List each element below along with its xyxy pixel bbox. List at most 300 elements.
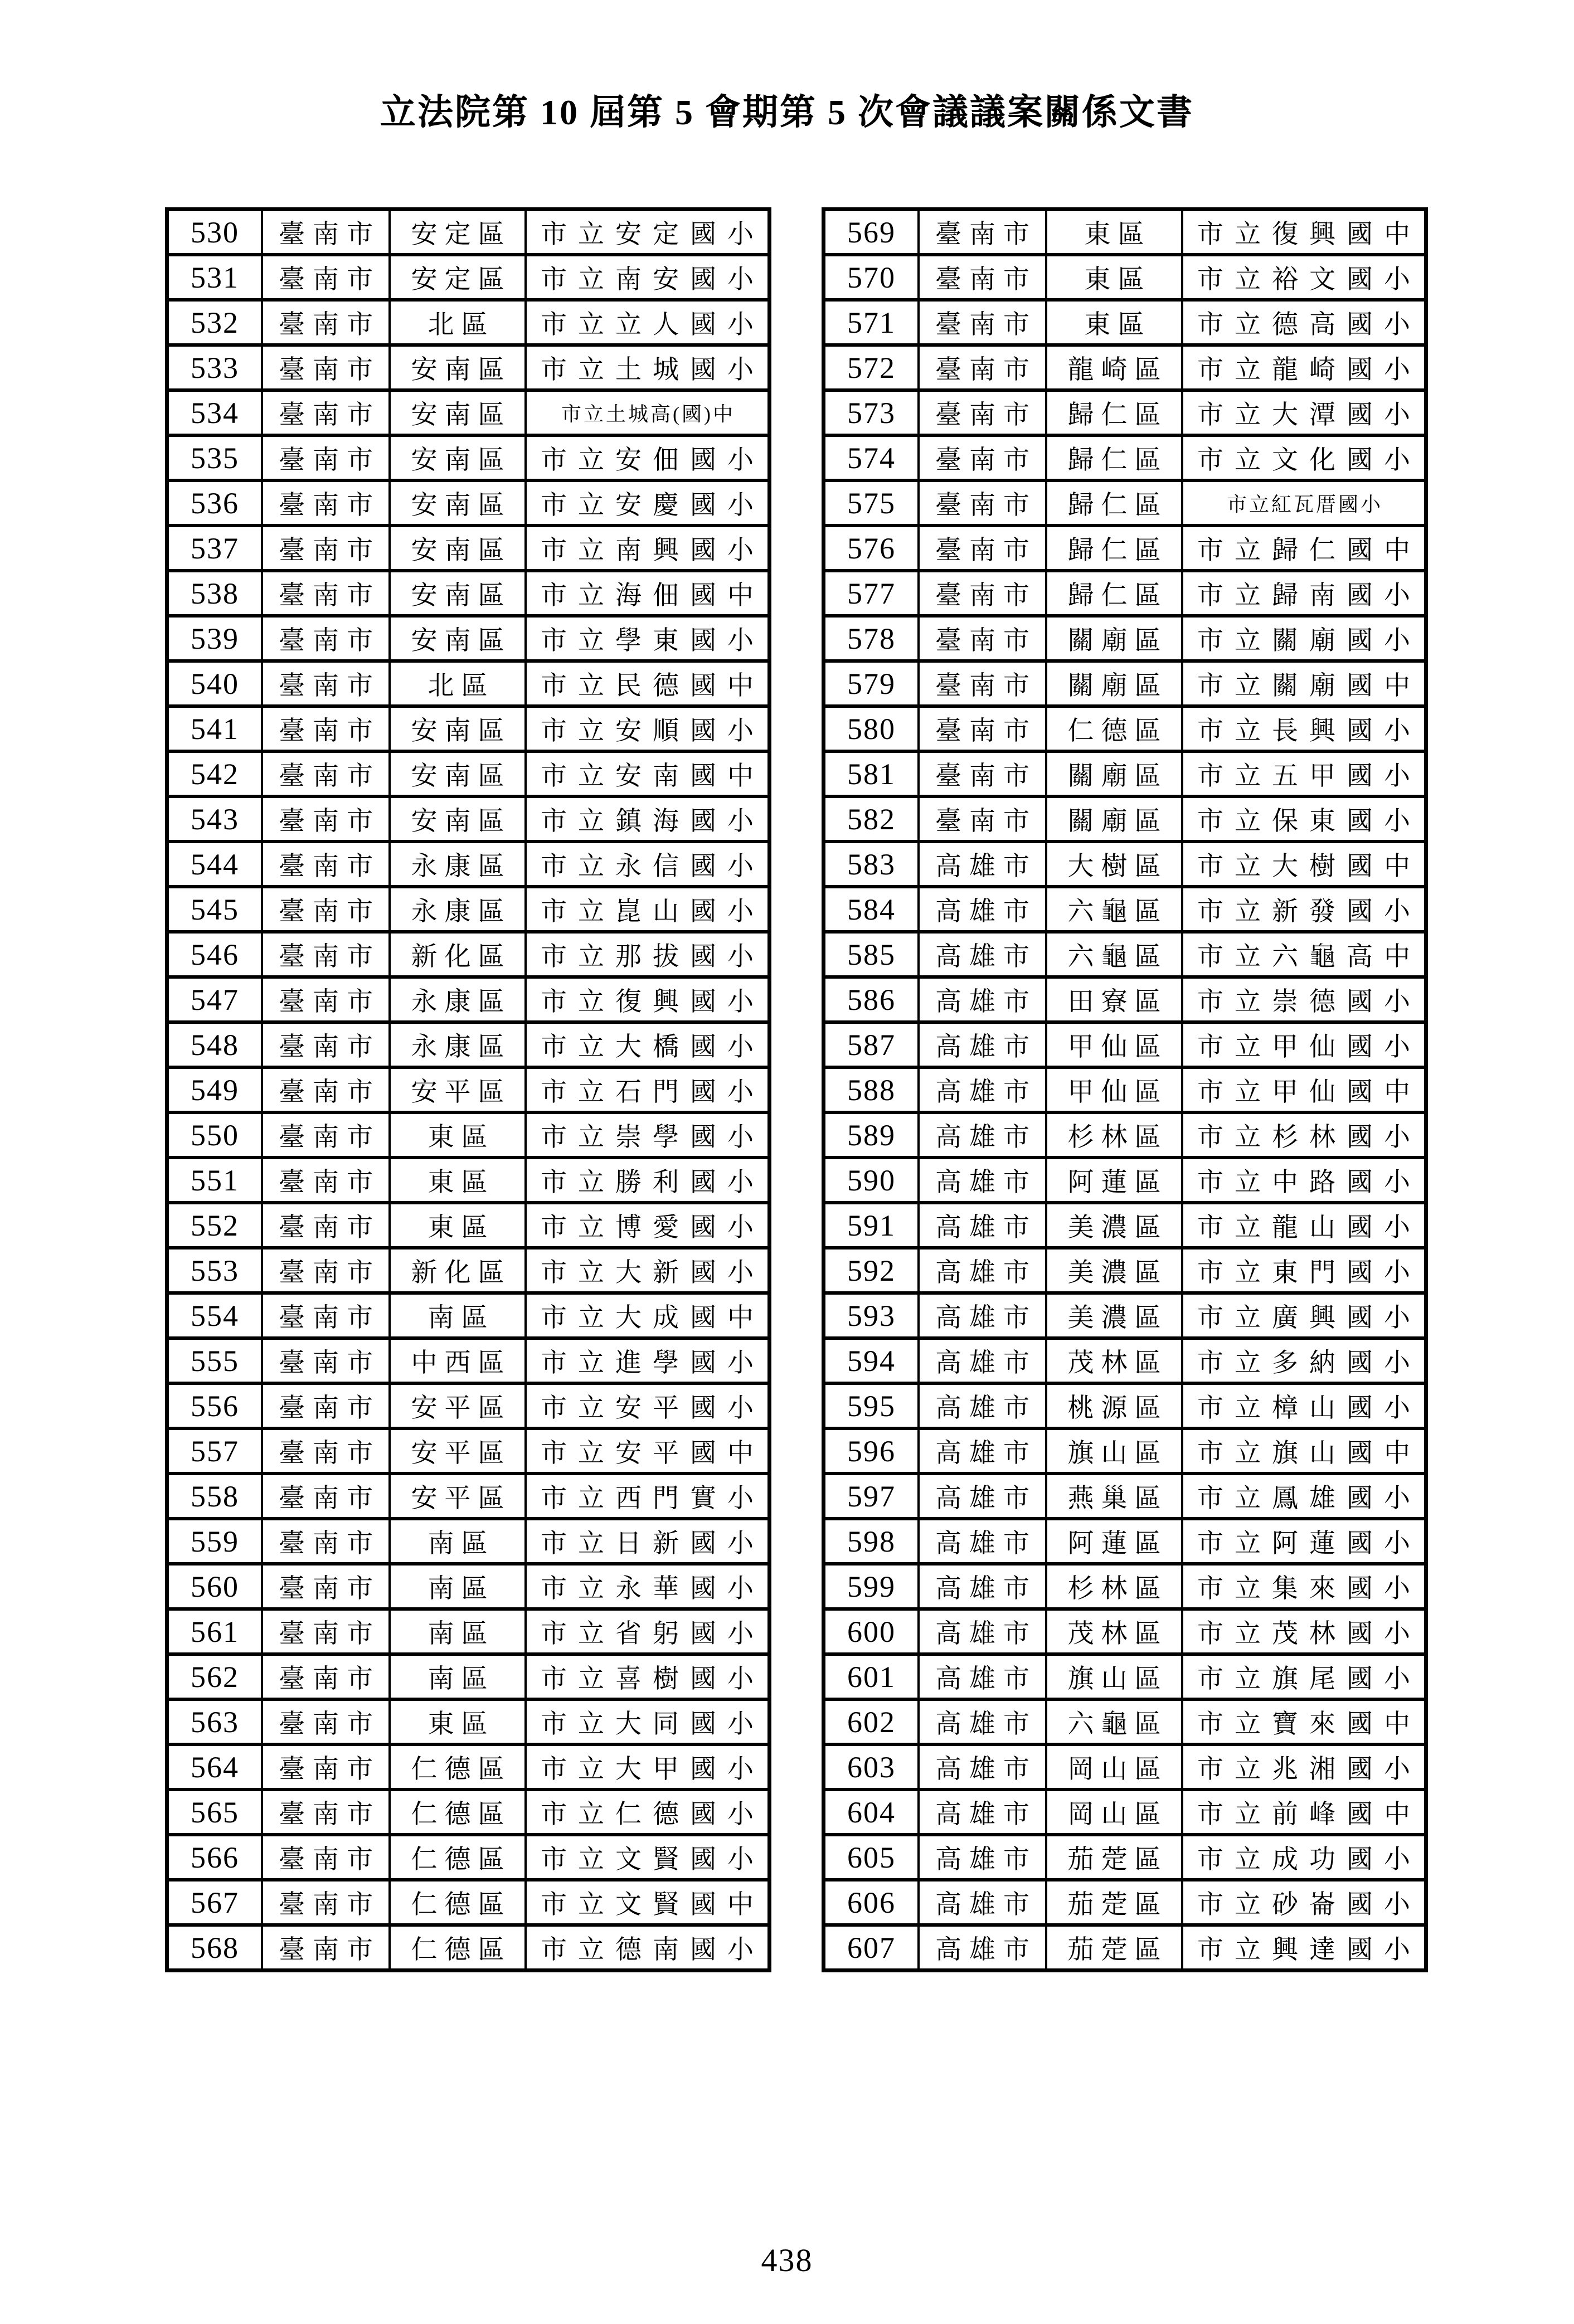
school-table-right [822, 207, 1428, 1972]
school-cell: 市立五甲國小 [1182, 751, 1426, 796]
school-cell: 市立新發國小 [1182, 887, 1426, 932]
school-cell: 市立日新國小 [526, 1519, 770, 1564]
table-row [824, 1022, 1426, 1067]
city-cell: 臺南市 [919, 706, 1046, 751]
row-number: 561 [167, 1609, 263, 1654]
table-row [167, 616, 770, 661]
school-cell: 市立大成國中 [526, 1293, 770, 1338]
district-cell: 關廟區 [1046, 751, 1182, 796]
table-row [167, 1609, 770, 1654]
table-row [824, 1699, 1426, 1744]
district-cell: 仁德區 [1046, 706, 1182, 751]
district-cell: 阿蓮區 [1046, 1158, 1182, 1203]
school-cell: 市立歸仁國中 [1182, 526, 1426, 571]
city-cell: 臺南市 [919, 210, 1046, 255]
district-cell: 關廟區 [1046, 796, 1182, 842]
district-cell: 東區 [390, 1112, 526, 1158]
city-cell: 臺南市 [262, 1067, 390, 1112]
district-cell: 田寮區 [1046, 977, 1182, 1022]
district-cell: 茂林區 [1046, 1609, 1182, 1654]
district-cell: 仁德區 [390, 1925, 526, 1971]
row-number: 589 [824, 1112, 919, 1158]
school-cell: 市立保東國小 [1182, 796, 1426, 842]
district-cell: 安平區 [390, 1428, 526, 1474]
district-cell: 安南區 [390, 616, 526, 661]
city-cell: 臺南市 [262, 1474, 390, 1519]
row-number: 604 [824, 1790, 919, 1835]
district-cell: 安南區 [390, 390, 526, 435]
row-number: 552 [167, 1203, 263, 1248]
school-cell: 市立安佃國小 [526, 435, 770, 480]
city-cell: 高雄市 [919, 1067, 1046, 1112]
district-cell: 岡山區 [1046, 1790, 1182, 1835]
school-cell: 市立永華國小 [526, 1564, 770, 1609]
city-cell: 臺南市 [262, 435, 390, 480]
city-cell: 臺南市 [262, 932, 390, 977]
table-row [824, 1293, 1426, 1338]
table-row [824, 1519, 1426, 1564]
row-number: 569 [824, 210, 919, 255]
row-number: 568 [167, 1925, 263, 1971]
row-number: 598 [824, 1519, 919, 1564]
district-cell: 歸仁區 [1046, 435, 1182, 480]
city-cell: 臺南市 [919, 345, 1046, 390]
school-cell: 市立文賢國小 [526, 1835, 770, 1880]
row-number: 585 [824, 932, 919, 977]
table-row [167, 977, 770, 1022]
city-cell: 臺南市 [919, 300, 1046, 345]
school-cell: 市立裕文國小 [1182, 255, 1426, 300]
school-cell: 市立大新國小 [526, 1248, 770, 1293]
table-row [167, 1654, 770, 1699]
city-cell: 高雄市 [919, 1790, 1046, 1835]
row-number: 563 [167, 1699, 263, 1744]
district-cell: 阿蓮區 [1046, 1519, 1182, 1564]
school-table-right-body [824, 210, 1426, 1971]
district-cell: 南區 [390, 1654, 526, 1699]
row-number: 567 [167, 1880, 263, 1925]
district-cell: 南區 [390, 1564, 526, 1609]
row-number: 545 [167, 887, 263, 932]
district-cell: 南區 [390, 1519, 526, 1564]
row-number: 576 [824, 526, 919, 571]
table-row [167, 796, 770, 842]
city-cell: 臺南市 [919, 616, 1046, 661]
row-number: 605 [824, 1835, 919, 1880]
school-cell: 市立學東國小 [526, 616, 770, 661]
row-number: 571 [824, 300, 919, 345]
district-cell: 美濃區 [1046, 1248, 1182, 1293]
school-cell: 市立龍山國小 [1182, 1203, 1426, 1248]
school-cell: 市立六龜高中 [1182, 932, 1426, 977]
table-row [824, 480, 1426, 526]
school-cell: 市立安平國小 [526, 1383, 770, 1428]
city-cell: 臺南市 [919, 435, 1046, 480]
school-cell: 市立甲仙國小 [1182, 1022, 1426, 1067]
row-number: 591 [824, 1203, 919, 1248]
table-row [167, 1835, 770, 1880]
district-cell: 安南區 [390, 706, 526, 751]
table-row [824, 706, 1426, 751]
district-cell: 東區 [1046, 300, 1182, 345]
school-cell: 市立民德國中 [526, 661, 770, 706]
city-cell: 臺南市 [262, 1022, 390, 1067]
table-row [824, 1203, 1426, 1248]
row-number: 600 [824, 1609, 919, 1654]
school-cell: 市立省躬國小 [526, 1609, 770, 1654]
row-number: 596 [824, 1428, 919, 1474]
school-cell: 市立土城國小 [526, 345, 770, 390]
row-number: 535 [167, 435, 263, 480]
school-cell: 市立大樹國中 [1182, 842, 1426, 887]
city-cell: 高雄市 [919, 1654, 1046, 1699]
school-cell: 市立甲仙國中 [1182, 1067, 1426, 1112]
row-number: 595 [824, 1383, 919, 1428]
school-cell: 市立關廟國小 [1182, 616, 1426, 661]
district-cell: 茄萣區 [1046, 1880, 1182, 1925]
school-cell: 市立安定國小 [526, 210, 770, 255]
school-cell: 市立阿蓮國小 [1182, 1519, 1426, 1564]
city-cell: 高雄市 [919, 1744, 1046, 1790]
school-cell: 市立德南國小 [526, 1925, 770, 1971]
table-row [824, 571, 1426, 616]
row-number: 584 [824, 887, 919, 932]
table-row [824, 1338, 1426, 1383]
city-cell: 臺南市 [262, 300, 390, 345]
city-cell: 高雄市 [919, 1925, 1046, 1971]
row-number: 555 [167, 1338, 263, 1383]
city-cell: 高雄市 [919, 842, 1046, 887]
row-number: 551 [167, 1158, 263, 1203]
row-number: 599 [824, 1564, 919, 1609]
school-cell: 市立那拔國小 [526, 932, 770, 977]
district-cell: 東區 [1046, 210, 1182, 255]
city-cell: 高雄市 [919, 1203, 1046, 1248]
city-cell: 臺南市 [262, 796, 390, 842]
city-cell: 臺南市 [919, 571, 1046, 616]
row-number: 574 [824, 435, 919, 480]
city-cell: 臺南市 [919, 796, 1046, 842]
row-number: 557 [167, 1428, 263, 1474]
city-cell: 臺南市 [262, 842, 390, 887]
school-cell: 市立南興國小 [526, 526, 770, 571]
row-number: 543 [167, 796, 263, 842]
city-cell: 臺南市 [262, 1519, 390, 1564]
table-row [824, 661, 1426, 706]
table-row [824, 1564, 1426, 1609]
table-row [824, 1609, 1426, 1654]
school-cell: 市立歸南國小 [1182, 571, 1426, 616]
row-number: 544 [167, 842, 263, 887]
row-number: 583 [824, 842, 919, 887]
row-number: 538 [167, 571, 263, 616]
row-number: 531 [167, 255, 263, 300]
row-number: 601 [824, 1654, 919, 1699]
district-cell: 北區 [390, 300, 526, 345]
table-row [824, 616, 1426, 661]
district-cell: 歸仁區 [1046, 571, 1182, 616]
school-cell: 市立文化國小 [1182, 435, 1426, 480]
city-cell: 臺南市 [262, 1880, 390, 1925]
city-cell: 臺南市 [262, 1790, 390, 1835]
row-number: 570 [824, 255, 919, 300]
row-number: 547 [167, 977, 263, 1022]
row-number: 556 [167, 1383, 263, 1428]
city-cell: 臺南市 [262, 977, 390, 1022]
table-row [167, 1067, 770, 1112]
row-number: 542 [167, 751, 263, 796]
table-row [167, 435, 770, 480]
page-number: 438 [761, 2242, 813, 2278]
district-cell: 安南區 [390, 345, 526, 390]
city-cell: 臺南市 [919, 751, 1046, 796]
row-number: 573 [824, 390, 919, 435]
row-number: 546 [167, 932, 263, 977]
school-cell: 市立文賢國中 [526, 1880, 770, 1925]
city-cell: 高雄市 [919, 1609, 1046, 1654]
row-number: 565 [167, 1790, 263, 1835]
district-cell: 仁德區 [390, 1835, 526, 1880]
table-row [167, 661, 770, 706]
district-cell: 桃源區 [1046, 1383, 1182, 1428]
district-cell: 茄萣區 [1046, 1925, 1182, 1971]
table-row [824, 390, 1426, 435]
district-cell: 新化區 [390, 1248, 526, 1293]
district-cell: 燕巢區 [1046, 1474, 1182, 1519]
row-number: 578 [824, 616, 919, 661]
city-cell: 臺南市 [262, 1293, 390, 1338]
table-row [167, 526, 770, 571]
district-cell: 新化區 [390, 932, 526, 977]
table-row [167, 390, 770, 435]
row-number: 607 [824, 1925, 919, 1971]
table-row [824, 1654, 1426, 1699]
table-row [824, 210, 1426, 255]
school-cell: 市立龍崎國小 [1182, 345, 1426, 390]
city-cell: 高雄市 [919, 1835, 1046, 1880]
table-row [167, 1519, 770, 1564]
city-cell: 臺南市 [262, 1158, 390, 1203]
row-number: 579 [824, 661, 919, 706]
table-row [167, 210, 770, 255]
row-number: 558 [167, 1474, 263, 1519]
district-cell: 永康區 [390, 842, 526, 887]
school-cell: 市立長興國小 [1182, 706, 1426, 751]
table-row [167, 480, 770, 526]
district-cell: 永康區 [390, 887, 526, 932]
school-cell: 市立多納國小 [1182, 1338, 1426, 1383]
table-row [824, 526, 1426, 571]
district-cell: 安平區 [390, 1474, 526, 1519]
table-row [167, 1112, 770, 1158]
table-row [167, 1790, 770, 1835]
city-cell: 臺南市 [262, 1112, 390, 1158]
table-row [167, 1158, 770, 1203]
city-cell: 高雄市 [919, 932, 1046, 977]
table-row [824, 1474, 1426, 1519]
city-cell: 臺南市 [262, 1248, 390, 1293]
school-cell: 市立集來國小 [1182, 1564, 1426, 1609]
table-row [824, 751, 1426, 796]
table-row [167, 300, 770, 345]
school-cell: 市立寶來國中 [1182, 1699, 1426, 1744]
district-cell: 永康區 [390, 1022, 526, 1067]
district-cell: 永康區 [390, 977, 526, 1022]
district-cell: 六龜區 [1046, 932, 1182, 977]
table-row [824, 1744, 1426, 1790]
school-cell: 市立土城高(國)中 [526, 390, 770, 435]
school-cell: 市立崇學國小 [526, 1112, 770, 1158]
school-cell: 市立立人國小 [526, 300, 770, 345]
district-cell: 歸仁區 [1046, 390, 1182, 435]
school-cell: 市立海佃國中 [526, 571, 770, 616]
district-cell: 安南區 [390, 796, 526, 842]
row-number: 536 [167, 480, 263, 526]
school-cell: 市立兆湘國小 [1182, 1744, 1426, 1790]
row-number: 603 [824, 1744, 919, 1790]
district-cell: 旗山區 [1046, 1654, 1182, 1699]
table-row [824, 796, 1426, 842]
district-cell: 北區 [390, 661, 526, 706]
district-cell: 關廟區 [1046, 661, 1182, 706]
table-row [167, 1744, 770, 1790]
row-number: 530 [167, 210, 263, 255]
city-cell: 高雄市 [919, 1519, 1046, 1564]
school-cell: 市立紅瓦厝國小 [1182, 480, 1426, 526]
city-cell: 臺南市 [262, 751, 390, 796]
row-number: 582 [824, 796, 919, 842]
table-row [167, 1248, 770, 1293]
table-row [824, 1067, 1426, 1112]
table-row [167, 932, 770, 977]
table-row [824, 1925, 1426, 1971]
district-cell: 甲仙區 [1046, 1022, 1182, 1067]
district-cell: 仁德區 [390, 1880, 526, 1925]
city-cell: 臺南市 [919, 255, 1046, 300]
school-cell: 市立德高國小 [1182, 300, 1426, 345]
school-cell: 市立東門國小 [1182, 1248, 1426, 1293]
row-number: 592 [824, 1248, 919, 1293]
school-cell: 市立砂崙國小 [1182, 1880, 1426, 1925]
district-cell: 東區 [390, 1158, 526, 1203]
table-row [824, 345, 1426, 390]
school-cell: 市立中路國小 [1182, 1158, 1426, 1203]
district-cell: 南區 [390, 1293, 526, 1338]
district-cell: 甲仙區 [1046, 1067, 1182, 1112]
district-cell: 安南區 [390, 480, 526, 526]
city-cell: 高雄市 [919, 977, 1046, 1022]
city-cell: 臺南市 [262, 1609, 390, 1654]
row-number: 602 [824, 1699, 919, 1744]
city-cell: 高雄市 [919, 1158, 1046, 1203]
row-number: 594 [824, 1338, 919, 1383]
district-cell: 安平區 [390, 1067, 526, 1112]
school-cell: 市立茂林國小 [1182, 1609, 1426, 1654]
school-cell: 市立崑山國小 [526, 887, 770, 932]
table-row [824, 1790, 1426, 1835]
city-cell: 臺南市 [919, 390, 1046, 435]
school-cell: 市立復興國中 [1182, 210, 1426, 255]
table-row [167, 1925, 770, 1971]
row-number: 588 [824, 1067, 919, 1112]
row-number: 539 [167, 616, 263, 661]
table-row [824, 1383, 1426, 1428]
district-cell: 安定區 [390, 255, 526, 300]
district-cell: 杉林區 [1046, 1112, 1182, 1158]
table-row [824, 1835, 1426, 1880]
school-cell: 市立崇德國小 [1182, 977, 1426, 1022]
row-number: 550 [167, 1112, 263, 1158]
school-cell: 市立大甲國小 [526, 1744, 770, 1790]
school-cell: 市立鎮海國小 [526, 796, 770, 842]
school-cell: 市立石門國小 [526, 1067, 770, 1112]
district-cell: 茂林區 [1046, 1338, 1182, 1383]
table-row [167, 1338, 770, 1383]
row-number: 586 [824, 977, 919, 1022]
school-cell: 市立安南國中 [526, 751, 770, 796]
school-cell: 市立仁德國小 [526, 1790, 770, 1835]
city-cell: 高雄市 [919, 1112, 1046, 1158]
city-cell: 高雄市 [919, 1293, 1046, 1338]
school-cell: 市立杉林國小 [1182, 1112, 1426, 1158]
school-cell: 市立西門實小 [526, 1474, 770, 1519]
table-row [167, 571, 770, 616]
district-cell: 安南區 [390, 751, 526, 796]
school-cell: 市立關廟國中 [1182, 661, 1426, 706]
district-cell: 仁德區 [390, 1790, 526, 1835]
school-cell: 市立安慶國小 [526, 480, 770, 526]
district-cell: 關廟區 [1046, 616, 1182, 661]
city-cell: 臺南市 [262, 526, 390, 571]
table-row [824, 1248, 1426, 1293]
school-cell: 市立安平國中 [526, 1428, 770, 1474]
table-row [167, 842, 770, 887]
city-cell: 臺南市 [919, 480, 1046, 526]
school-cell: 市立興達國小 [1182, 1925, 1426, 1971]
table-row [167, 1203, 770, 1248]
city-cell: 高雄市 [919, 1338, 1046, 1383]
school-cell: 市立永信國小 [526, 842, 770, 887]
row-number: 541 [167, 706, 263, 751]
city-cell: 高雄市 [919, 1022, 1046, 1067]
row-number: 533 [167, 345, 263, 390]
district-cell: 安南區 [390, 526, 526, 571]
city-cell: 臺南市 [262, 1564, 390, 1609]
table-row [167, 1699, 770, 1744]
row-number: 549 [167, 1067, 263, 1112]
city-cell: 高雄市 [919, 1564, 1046, 1609]
table-row [167, 1383, 770, 1428]
school-cell: 市立大同國小 [526, 1699, 770, 1744]
table-row [167, 1564, 770, 1609]
district-cell: 旗山區 [1046, 1428, 1182, 1474]
school-cell: 市立大潭國小 [1182, 390, 1426, 435]
school-cell: 市立喜樹國小 [526, 1654, 770, 1699]
city-cell: 臺南市 [262, 887, 390, 932]
row-number: 554 [167, 1293, 263, 1338]
table-row [167, 1474, 770, 1519]
table-row [824, 300, 1426, 345]
table-row [167, 887, 770, 932]
city-cell: 臺南市 [262, 616, 390, 661]
district-cell: 杉林區 [1046, 1564, 1182, 1609]
city-cell: 臺南市 [262, 1699, 390, 1744]
school-cell: 市立旗尾國小 [1182, 1654, 1426, 1699]
district-cell: 中西區 [390, 1338, 526, 1383]
row-number: 534 [167, 390, 263, 435]
row-number: 606 [824, 1880, 919, 1925]
district-cell: 龍崎區 [1046, 345, 1182, 390]
